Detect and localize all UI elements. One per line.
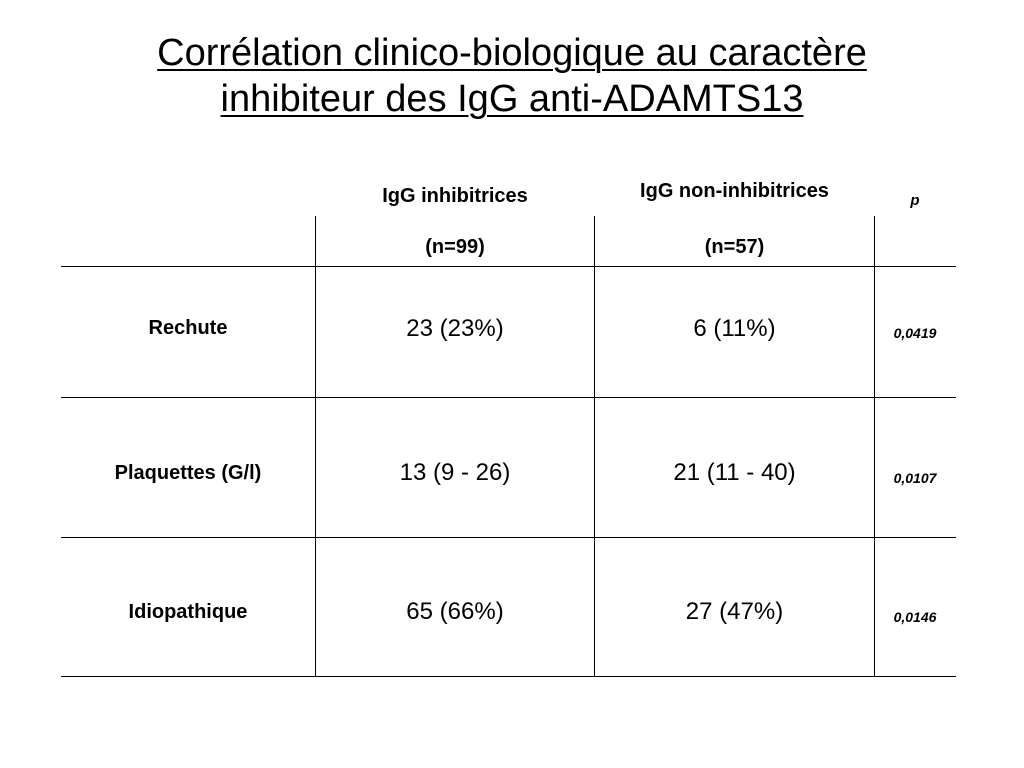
cell-plaquettes-p: 0,0107 [893, 470, 937, 486]
table-rule-header [61, 266, 956, 267]
slide-title-line-2: inhibiteur des IgG anti-ADAMTS13 [220, 78, 804, 120]
row-label-idiopathique: Idiopathique [128, 601, 248, 623]
row-label-rechute: Rechute [148, 317, 228, 339]
cell-idiopathique-non-inhibitrices: 27 (47%) [685, 598, 784, 625]
table-col-divider-3 [874, 216, 875, 676]
header-igg-inhibitrices-n: (n=99) [425, 236, 485, 258]
cell-plaquettes-non-inhibitrices: 21 (11 - 40) [673, 459, 796, 486]
cell-plaquettes-inhibitrices: 13 (9 - 26) [399, 459, 511, 486]
row-label-plaquettes: Plaquettes (G/l) [114, 462, 262, 484]
table-rule-bottom [61, 676, 956, 677]
table-rule-row-1 [61, 397, 956, 398]
table-rule-row-2 [61, 537, 956, 538]
cell-idiopathique-inhibitrices: 65 (66%) [406, 598, 504, 625]
cell-rechute-p: 0,0419 [893, 325, 937, 341]
header-igg-inhibitrices: IgG inhibitrices [382, 185, 528, 207]
header-igg-non-inhibitrices: IgG non-inhibitrices [640, 180, 829, 202]
header-igg-non-inhibitrices-n: (n=57) [704, 236, 765, 258]
header-p-value: p [910, 192, 920, 209]
cell-rechute-inhibitrices: 23 (23%) [406, 315, 504, 342]
cell-idiopathique-p: 0,0146 [893, 609, 937, 625]
cell-rechute-non-inhibitrices: 6 (11%) [693, 315, 776, 342]
slide-title-line-1: Corrélation clinico-biologique au caractère [157, 32, 867, 74]
